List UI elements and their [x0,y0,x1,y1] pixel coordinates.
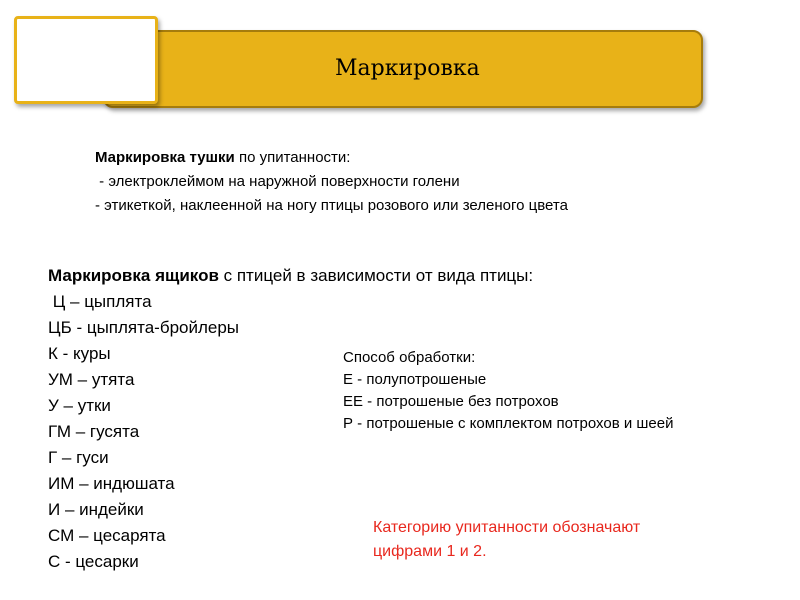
list-item: С - цесарки [48,552,139,571]
note-line: Категорию упитанности обозначают [373,519,641,536]
title-badge-box [14,16,158,104]
list-item: ЦБ - цыплята-бройлеры [48,318,240,337]
page-title: Маркировка [335,56,480,81]
list-item: У – утки [48,396,111,415]
list-item: ИМ – индюшата [48,474,175,493]
processing-heading: Способ обработки: [343,349,476,366]
processing-method-block [343,347,673,435]
list-item: К - куры [48,344,111,363]
list-item: ГМ – гусята [48,422,140,441]
note-line: цифрами 1 и 2. [373,543,487,560]
list-item: Г – гуси [48,448,109,467]
carcass-line: - этикеткой, наклеенной на ногу птицы розового или зеленого цвета [95,197,568,214]
list-item: Ц – цыплята [48,292,152,311]
list-item: Р - потрошеные с комплектом потрохов и шеей [343,415,674,432]
carcass-line: - электроклеймом на наружной поверхности голени [95,173,460,190]
category-note [373,516,640,564]
list-item: Е - полупотрошеные [343,371,487,388]
list-item: ЕЕ - потрошеные без потрохов [343,393,559,410]
title-banner [103,30,703,108]
list-item: И – индейки [48,500,144,519]
box-heading: Маркировка ящиков с птицей в зависимости от вида птицы: [48,266,534,285]
list-item: СМ – цесарята [48,526,166,545]
list-item: УМ – утята [48,370,135,389]
carcass-heading: Маркировка тушки по упитанности: [95,149,351,166]
carcass-marking-block [95,146,568,218]
